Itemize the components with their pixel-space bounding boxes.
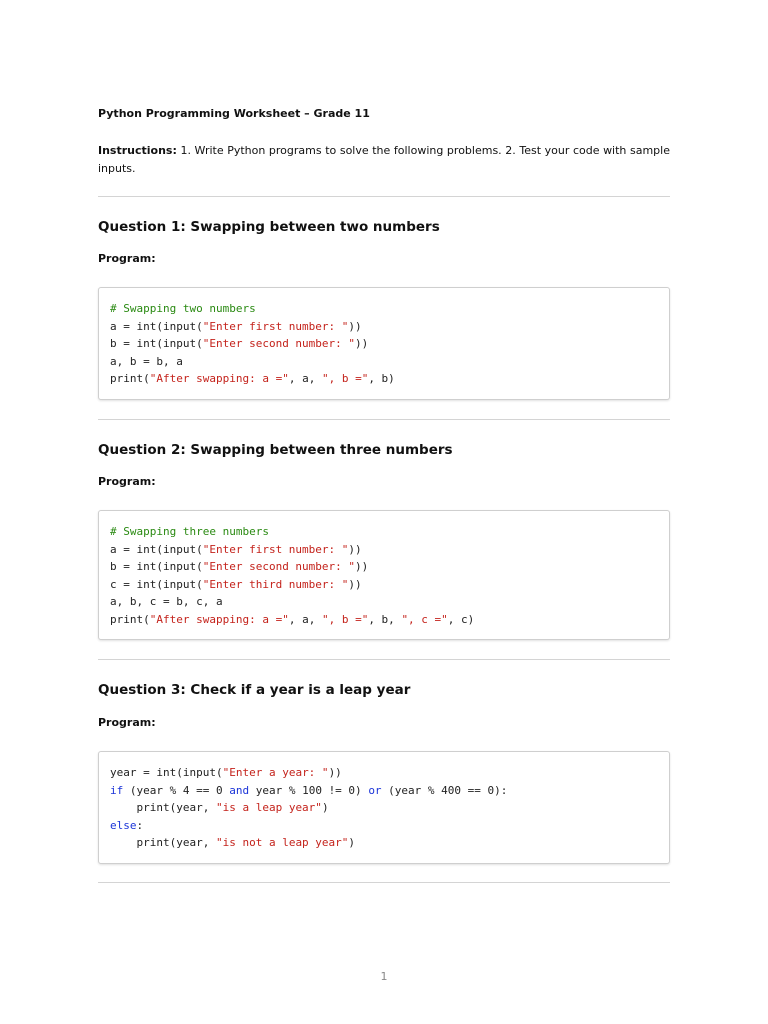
code-string: "Enter third number: " xyxy=(202,577,349,591)
code-text: year % 100 != 0) xyxy=(249,783,369,797)
code-string: "Enter second number: " xyxy=(202,560,356,573)
code-string: ", b =" xyxy=(321,612,369,626)
question-3-code xyxy=(110,764,507,852)
code-line xyxy=(110,335,395,353)
instructions-label: Instructions: xyxy=(98,144,177,157)
code-string: ", c =" xyxy=(401,612,448,626)
code-string: "After swapping: a =" xyxy=(149,612,289,626)
code-text: , b) xyxy=(368,372,395,385)
code-keyword: else xyxy=(110,818,137,832)
question-3-code-block xyxy=(98,751,670,864)
code-comment: # Swapping three numbers xyxy=(110,525,269,538)
page-number: 1 xyxy=(380,970,388,983)
code-line xyxy=(110,353,395,371)
code-text: print(year, xyxy=(110,836,216,849)
question-2-program-label: Program: xyxy=(98,475,156,488)
question-3-title: Question 3: Check if a year is a leap year xyxy=(98,682,411,698)
question-1-title: Question 1: Swapping between two numbers xyxy=(98,219,440,235)
code-text: a, b = b, a xyxy=(110,354,183,368)
code-line xyxy=(110,611,474,629)
code-text: , a, xyxy=(288,612,322,626)
code-text: a = int(input( xyxy=(110,319,203,333)
code-text: (year % 4 == 0 xyxy=(123,783,230,797)
code-text: )) xyxy=(328,766,342,779)
code-line xyxy=(110,541,474,559)
code-string: "Enter second number: " xyxy=(202,337,356,350)
code-line xyxy=(110,576,474,594)
question-3-program-label: Program: xyxy=(98,716,156,729)
code-comment: # Swapping two numbers xyxy=(110,302,256,315)
code-text: a, b, c = b, c, a xyxy=(110,595,223,608)
divider xyxy=(98,196,670,197)
code-text: a = int(input( xyxy=(110,542,203,556)
instructions-text: 1. Write Python programs to solve the following problems. 2. Test your code with sample inputs. xyxy=(98,144,670,175)
code-string: "After swapping: a =" xyxy=(149,372,289,385)
code-text: , a, xyxy=(288,372,322,385)
code-line xyxy=(110,370,395,388)
code-text: print( xyxy=(110,372,150,385)
code-line xyxy=(110,782,507,800)
code-string: "is a leap year" xyxy=(215,801,322,814)
divider xyxy=(98,659,670,660)
code-string: "Enter first number: " xyxy=(202,319,349,333)
divider xyxy=(98,882,670,883)
code-string: "Enter first number: " xyxy=(202,542,349,556)
instructions xyxy=(98,142,670,178)
code-text: (year % 400 == 0): xyxy=(381,783,508,797)
code-keyword: and xyxy=(229,783,250,797)
code-line xyxy=(110,318,395,336)
question-1-program-label: Program: xyxy=(98,252,156,265)
code-text: )) xyxy=(355,337,369,350)
code-text: , c) xyxy=(447,612,475,626)
code-text: )) xyxy=(348,542,362,556)
document-title: Python Programming Worksheet – Grade 11 xyxy=(98,107,370,120)
code-string: ", b =" xyxy=(321,372,369,385)
question-1-code xyxy=(110,300,395,388)
code-line xyxy=(110,593,474,611)
code-text: )) xyxy=(348,319,362,333)
question-2-code-block xyxy=(98,510,670,640)
question-2-code xyxy=(110,523,474,628)
code-line xyxy=(110,764,507,782)
code-line xyxy=(110,300,395,318)
code-text: c = int(input( xyxy=(110,577,203,591)
code-line xyxy=(110,523,474,541)
code-text: )) xyxy=(355,560,369,573)
question-1-code-block xyxy=(98,287,670,400)
code-text: )) xyxy=(348,577,362,591)
code-text: print(year, xyxy=(110,801,216,814)
code-text: b = int(input( xyxy=(110,560,203,573)
question-2-title: Question 2: Swapping between three numbers xyxy=(98,442,453,458)
code-string: "Enter a year: " xyxy=(222,766,329,779)
code-keyword: if xyxy=(110,783,124,797)
code-text: year = int(input( xyxy=(110,766,223,779)
code-text: ) xyxy=(321,801,329,814)
code-line xyxy=(110,558,474,576)
code-text: b = int(input( xyxy=(110,337,203,350)
code-string: "is not a leap year" xyxy=(215,836,349,849)
code-text: : xyxy=(136,818,144,832)
code-line xyxy=(110,799,507,817)
code-line xyxy=(110,817,507,835)
divider xyxy=(98,419,670,420)
code-text: print( xyxy=(110,612,150,626)
code-keyword: or xyxy=(368,783,382,797)
code-text: , b, xyxy=(368,612,402,626)
code-text: ) xyxy=(348,836,356,849)
code-line xyxy=(110,834,507,852)
